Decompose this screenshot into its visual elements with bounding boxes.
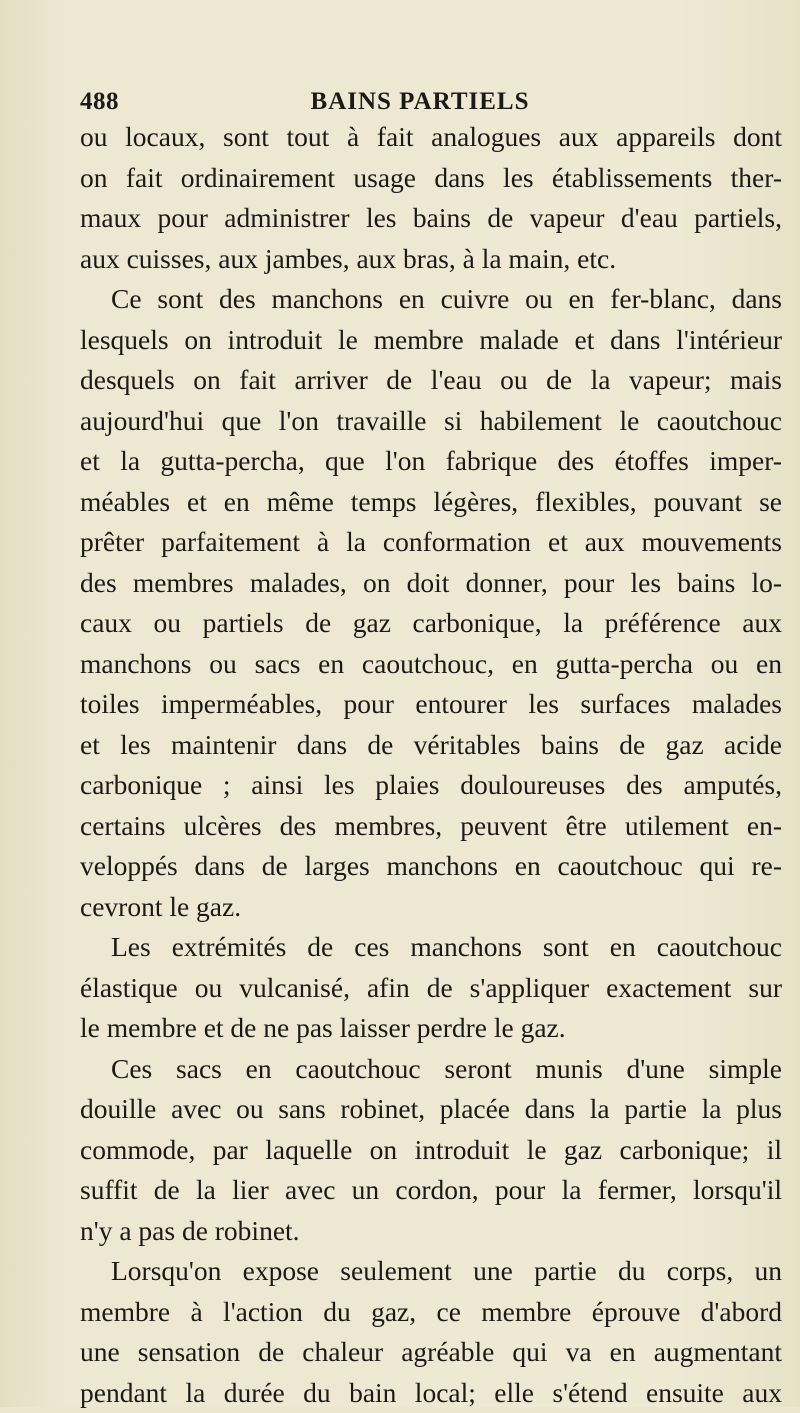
text-line: toiles imperméables, pour entourer les surfaces malades (80, 684, 782, 725)
text-line: veloppés dans de larges manchons en caoutchouc qui re- (80, 846, 782, 887)
text-line: prêter parfaitement à la conformation et aux mouvements (80, 522, 782, 563)
text-line: desquels on fait arriver de l'eau ou de la vapeur; mais (80, 360, 782, 401)
text-line: Les extrémités de ces manchons sont en caoutchouc (80, 927, 782, 968)
page-number: 488 (80, 88, 119, 116)
text-line: n'y a pas de robinet. (80, 1211, 782, 1252)
text-line: pendant la durée du bain local; elle s'étend ensuite aux (80, 1373, 782, 1413)
text-line: méables et en même temps légères, flexibles, pouvant se (80, 482, 782, 523)
text-line: le membre et de ne pas laisser perdre le gaz. (80, 1008, 782, 1049)
text-line: lesquels on introduit le membre malade et dans l'intérieur (80, 320, 782, 361)
text-line: élastique ou vulcanisé, afin de s'appliquer exactement sur (80, 968, 782, 1009)
text-line: ou locaux, sont tout à fait analogues aux appareils dont (80, 117, 782, 158)
text-line: aujourd'hui que l'on travaille si habilement le caoutchouc (80, 401, 782, 442)
text-line: commode, par laquelle on introduit le gaz carbonique; il (80, 1130, 782, 1171)
text-line: et la gutta-percha, que l'on fabrique des étoffes imper- (80, 441, 782, 482)
text-line: on fait ordinairement usage dans les établissements ther- (80, 158, 782, 199)
body-text (80, 117, 782, 1413)
text-line: douille avec ou sans robinet, placée dans la partie la plus (80, 1089, 782, 1130)
text-line: manchons ou sacs en caoutchouc, en gutta-percha ou en (80, 644, 782, 685)
text-line: maux pour administrer les bains de vapeur d'eau partiels, (80, 198, 782, 239)
running-head (80, 88, 780, 118)
text-line: suffit de la lier avec un cordon, pour la fermer, lorsqu'il (80, 1170, 782, 1211)
header-title: BAINS PARTIELS (80, 88, 760, 116)
text-line: certains ulcères des membres, peuvent être utilement en- (80, 806, 782, 847)
text-line: caux ou partiels de gaz carbonique, la préférence aux (80, 603, 782, 644)
text-line: membre à l'action du gaz, ce membre éprouve d'abord (80, 1292, 782, 1333)
text-line: Ces sacs en caoutchouc seront munis d'une simple (80, 1049, 782, 1090)
text-line: cevront le gaz. (80, 887, 782, 928)
text-line: et les maintenir dans de véritables bains de gaz acide (80, 725, 782, 766)
text-line: une sensation de chaleur agréable qui va en augmentant (80, 1332, 782, 1373)
text-line: Ce sont des manchons en cuivre ou en fer-blanc, dans (80, 279, 782, 320)
text-line: aux cuisses, aux jambes, aux bras, à la main, etc. (80, 239, 782, 280)
text-line: des membres malades, on doit donner, pour les bains lo- (80, 563, 782, 604)
text-line: carbonique ; ainsi les plaies douloureuses des amputés, (80, 765, 782, 806)
text-line: Lorsqu'on expose seulement une partie du corps, un (80, 1251, 782, 1292)
